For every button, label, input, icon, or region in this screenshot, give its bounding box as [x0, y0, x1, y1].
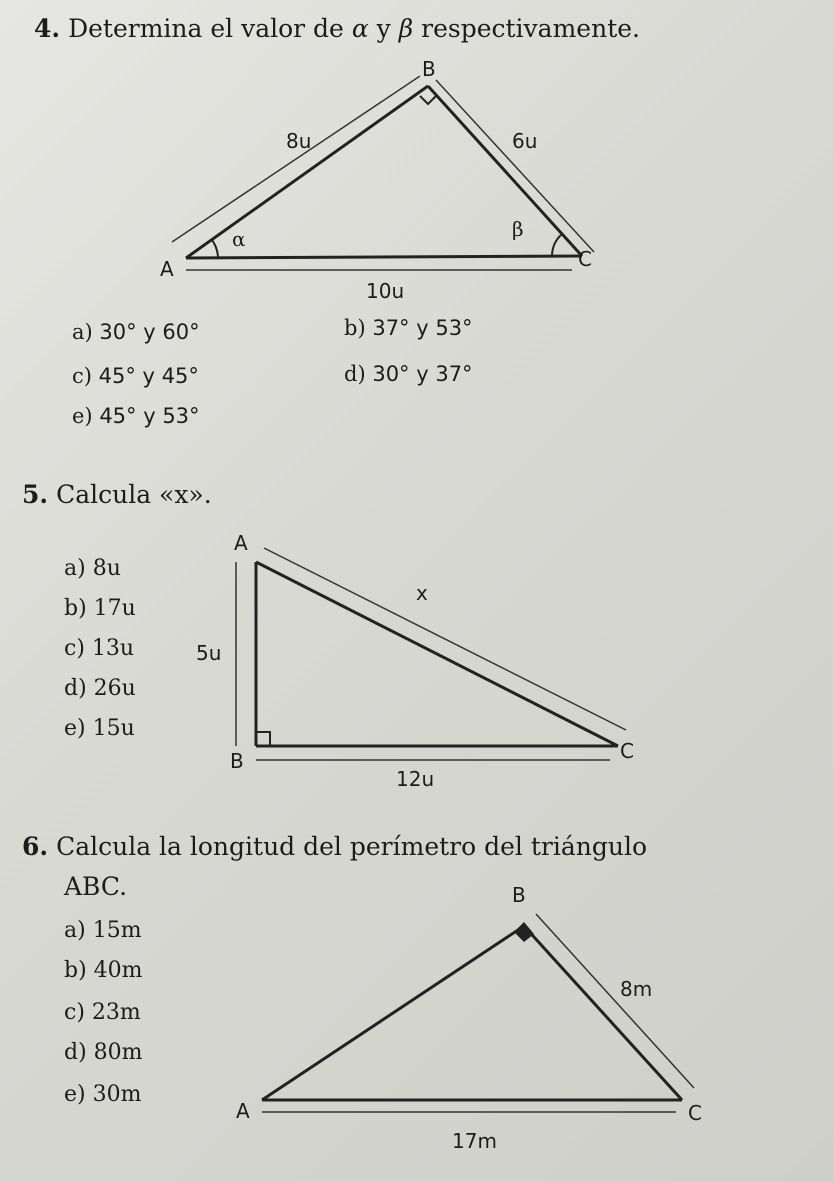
- q4-vertex-a: A: [160, 257, 174, 281]
- q5-label-bc: 12u: [396, 767, 435, 791]
- q5-vertex-c: C: [620, 739, 634, 763]
- q6-option-c[interactable]: c) 23m: [64, 1000, 141, 1025]
- q5-title-text: Calcula «x».: [56, 480, 212, 509]
- q4-beta: β: [398, 14, 414, 43]
- q6-label-ac: 17m: [452, 1129, 497, 1153]
- q4-option-b[interactable]: b) 37° y 53°: [344, 316, 473, 340]
- q5-option-e[interactable]: e) 15u: [64, 716, 135, 741]
- q6-option-b[interactable]: b) 40m: [64, 958, 143, 983]
- q4-title-after: respectivamente.: [421, 14, 640, 43]
- q4-alpha: α: [351, 14, 369, 43]
- q5-label-ab: 5u: [196, 641, 222, 665]
- q5-label-ac: x: [416, 581, 428, 605]
- q4-label-ac: 10u: [366, 279, 405, 303]
- q6-side-ab: [262, 926, 524, 1100]
- q4-title-before: Determina el valor de: [68, 14, 344, 43]
- q4-vertex-b: B: [422, 57, 436, 81]
- q6-title-text: Calcula la longitud del perímetro del triángulo: [56, 832, 648, 861]
- q6-vertex-a: A: [236, 1099, 250, 1123]
- q5-number: 5.: [22, 480, 49, 509]
- q5-option-b[interactable]: b) 17u: [64, 596, 136, 621]
- q6-side-bc: [524, 926, 682, 1100]
- q4-label-ab: 8u: [286, 129, 312, 153]
- q6-number: 6.: [22, 832, 49, 861]
- q5-vertex-a: A: [234, 531, 248, 555]
- q5-vertex-b: B: [230, 749, 244, 773]
- q4-vertex-c: C: [578, 247, 592, 271]
- q4-label-alpha: α: [232, 227, 246, 251]
- q5-option-a[interactable]: a) 8u: [64, 556, 121, 581]
- q6-vertex-b: B: [512, 883, 526, 907]
- q5-option-c[interactable]: c) 13u: [64, 636, 135, 661]
- q6-option-d[interactable]: d) 80m: [64, 1040, 143, 1065]
- q6-vertex-c: C: [688, 1101, 702, 1125]
- q4-option-e[interactable]: e) 45° y 53°: [72, 404, 200, 428]
- q6-label-bc: 8m: [620, 977, 653, 1001]
- q4-number: 4.: [34, 14, 61, 43]
- q6-right-angle-mark: [514, 922, 534, 942]
- q5-option-d[interactable]: d) 26u: [64, 676, 136, 701]
- q6-option-e[interactable]: e) 30m: [64, 1082, 142, 1107]
- q4-label-beta: β: [512, 217, 524, 241]
- q4-option-d[interactable]: d) 30° y 37°: [344, 362, 473, 386]
- q6-option-a[interactable]: a) 15m: [64, 918, 142, 943]
- q6-title-line2: ABC.: [64, 872, 128, 901]
- q4-option-c[interactable]: c) 45° y 45°: [72, 364, 199, 388]
- q6-dim-bc: [536, 914, 694, 1088]
- q4-label-bc: 6u: [512, 129, 538, 153]
- q4-option-a[interactable]: a) 30° y 60°: [72, 320, 200, 344]
- q4-y: y: [376, 14, 391, 43]
